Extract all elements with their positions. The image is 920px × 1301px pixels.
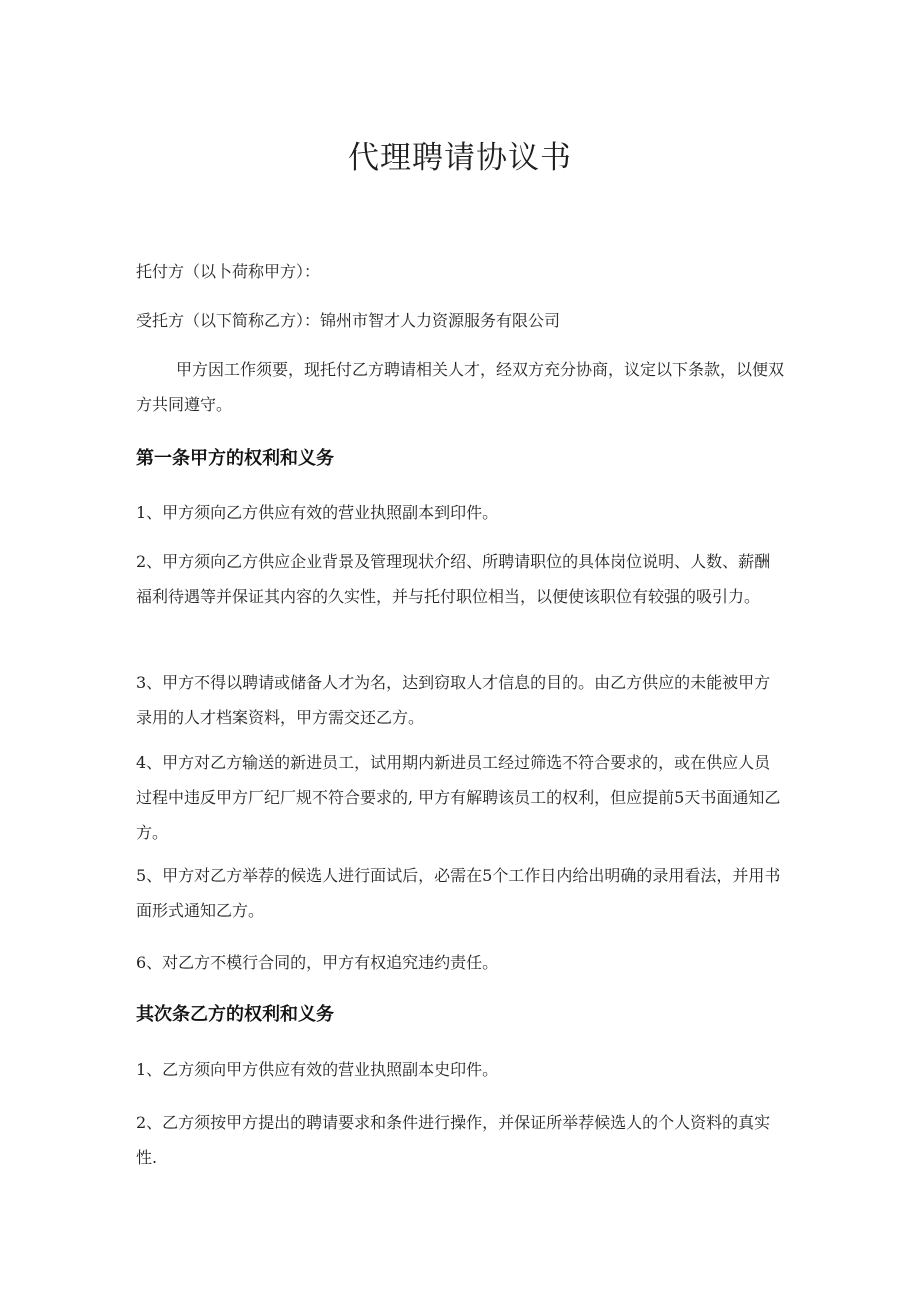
section-1-item-2: 2、甲方须向乙方供应企业背景及管理现状介绍、所聘请职位的具体岗位说明、人数、薪酬福利待遇等并保证其内容的久实性，并与托付职位相当，以便使该职位有较强的吸引力。 [136,552,771,606]
section-2-heading: 其次条乙方的权利和义务 [136,1004,334,1025]
party-b-line: 受托方（以下简称乙方）：锦州市智才人力资源服务有限公司 [136,311,561,330]
section-2-item-1: 1、乙方须向甲方供应有效的营业执照副本史印件。 [136,1060,499,1079]
section-1-item-4: 4、甲方对乙方输送的新进员工，试用期内新进员工经过筛选不符合要求的，或在供应人员过程中违反甲方厂纪厂规不符合要求的, 甲方有解聘该员工的权利，但应提前5天书面通知乙方。 [136,753,781,842]
section-2-item-2: 2、乙方须按甲方提出的聘请要求和条件进行操作，并保证所举荐候选人的个人资料的真实性. [136,1113,771,1167]
section-1-item-5: 5、甲方对乙方举荐的候选人进行面试后，必需在5个工作日内给出明确的录用看法，并用书面形式通知乙方。 [136,866,781,920]
document-title: 代理聘请协议书 [348,140,572,176]
section-1-heading: 第一条甲方的权利和义务 [136,448,334,469]
section-1-item-1: 1、甲方须向乙方供应有效的营业执照副本到印件。 [136,503,499,522]
party-a-line: 托付方（以卜荷称甲方）： [136,262,321,281]
section-1-item-3: 3、甲方不得以聘请或储备人才为名，达到窃取人才信息的目的。由乙方供应的未能被甲方录用的人才档案资料，甲方需交还乙方。 [136,673,771,727]
intro-paragraph: 甲方因工作须要，现托付乙方聘请相关人才，经双方充分协商，议定以下条款，以便双方共同遵守。 [136,360,785,414]
section-1-item-6: 6、对乙方不模行合同的，甲方有权追究违约责任。 [136,953,499,972]
